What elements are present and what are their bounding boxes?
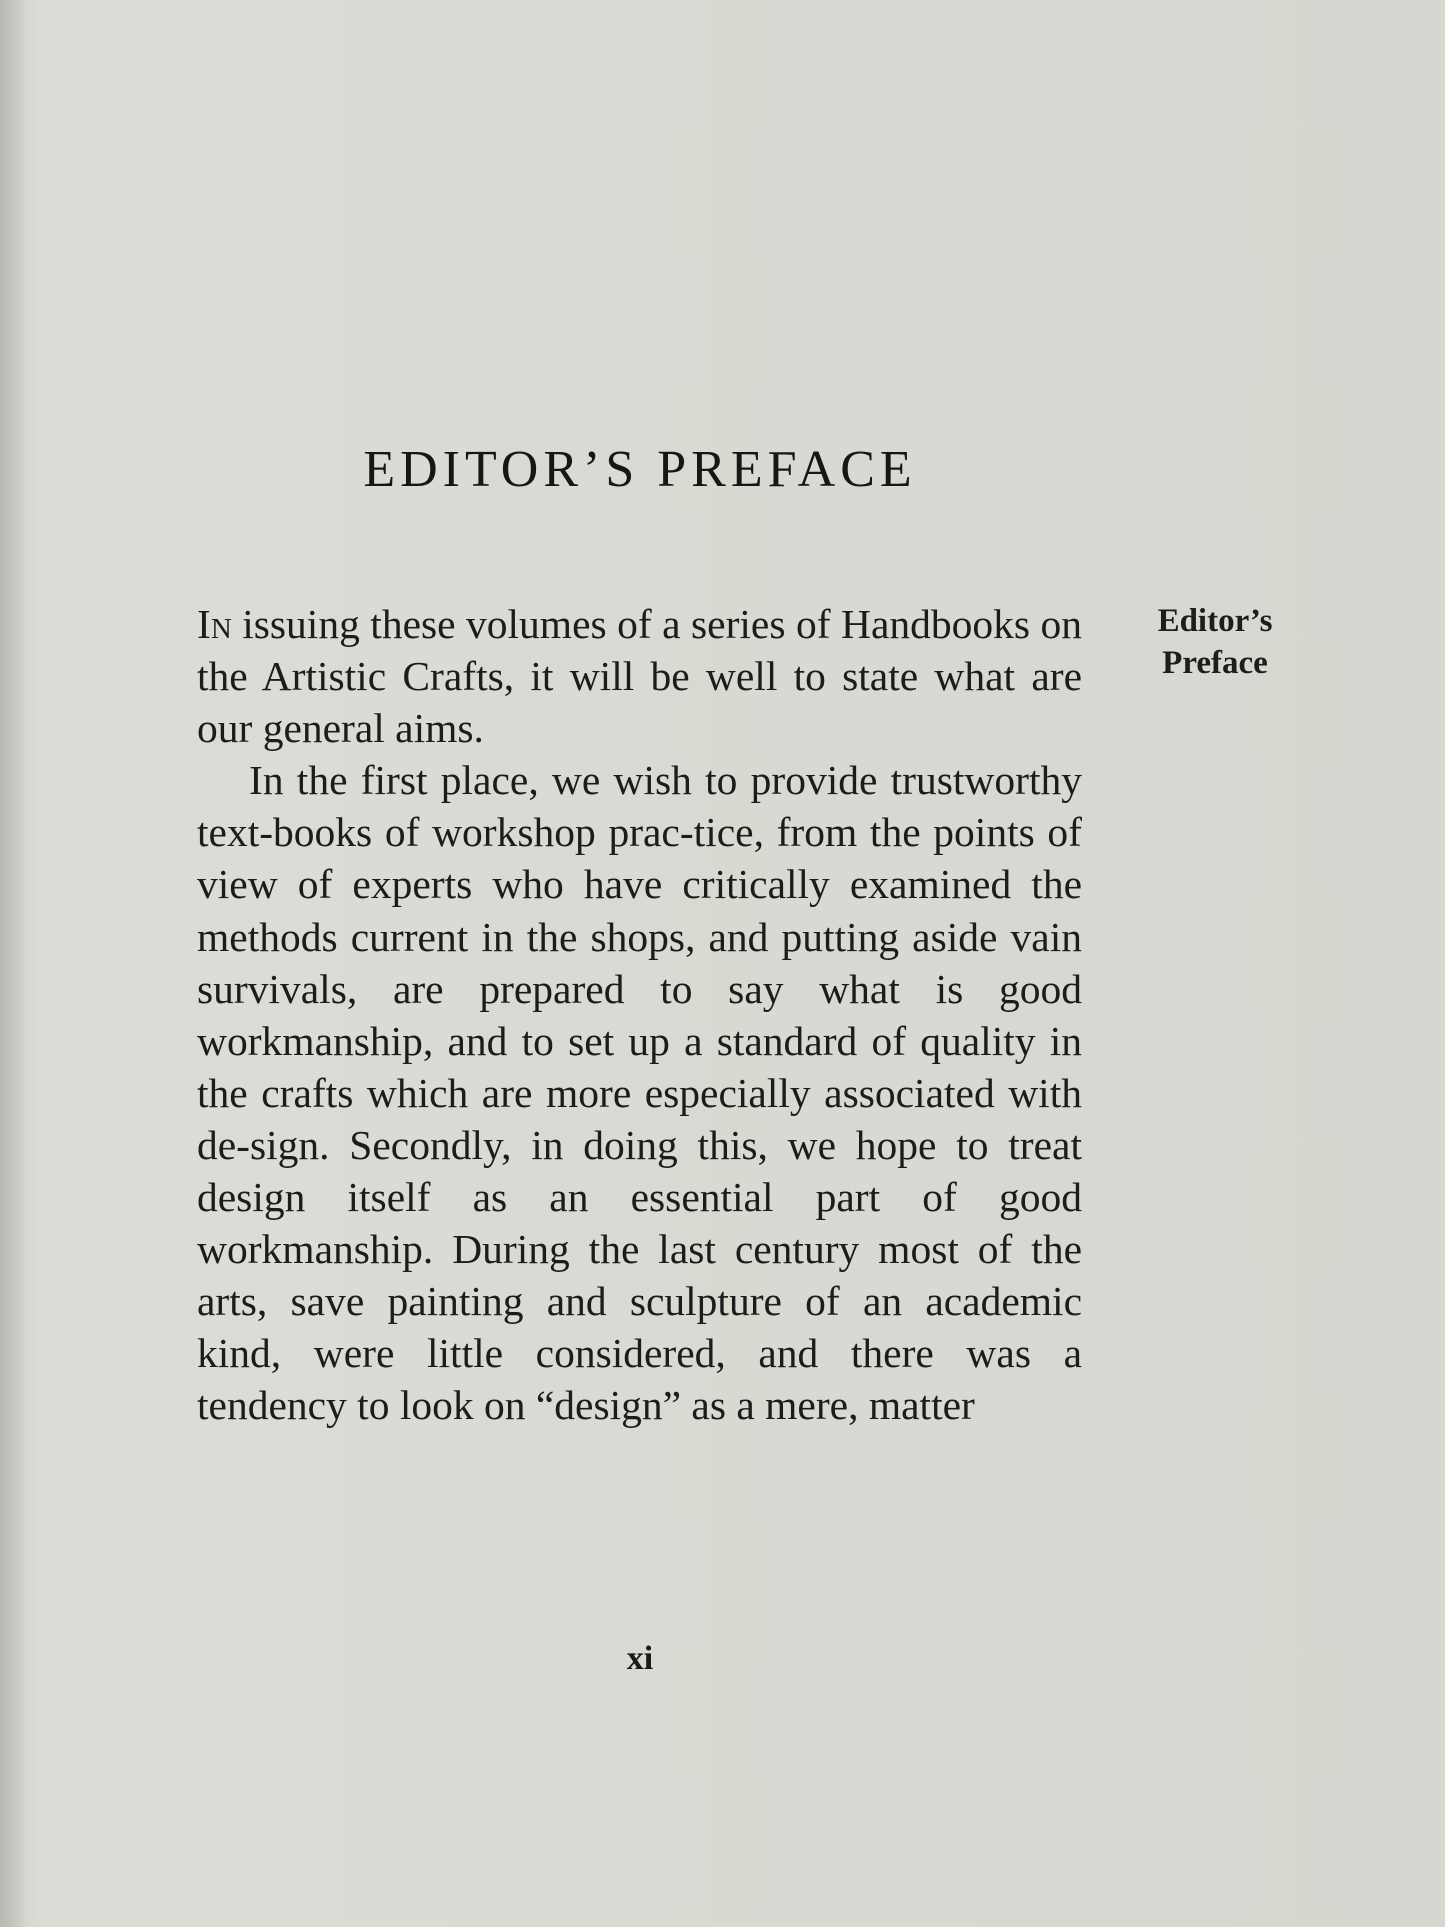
margin-note-line-2: Preface [1162,645,1268,681]
paragraph-1-text: issuing these volumes of a series of Handbooks on the Artistic Crafts, it will be well to state what are our general aims. [197,601,1082,752]
page-title: EDITOR’S PREFACE [363,441,917,498]
page-gutter-shadow [0,0,28,1927]
paragraph-2: In the first place, we wish to provide trustworthy text-books of workshop prac-tice, from the points of view of experts who have critically examined the methods current in the shops, and putting aside vain survivals, are prepared to say what is good workmanship, and to set up a standard of quality in the crafts which are more especially associated with de-sign. Secondly, in doing this, we hope to treat design itself as an essential part of good workmanship. During the last century most of the arts, save painting and sculpture of an academic kind, were little considered, and there was a tendency to look on “design” as a mere, matter [197,757,1082,1429]
margin-note [1140,600,1290,684]
body-text [197,598,1082,1432]
small-caps-lead: In [197,601,232,647]
page-number: xi [626,1640,654,1677]
paragraph-1 [197,598,1082,754]
margin-note-line-1: Editor’s [1157,603,1273,639]
